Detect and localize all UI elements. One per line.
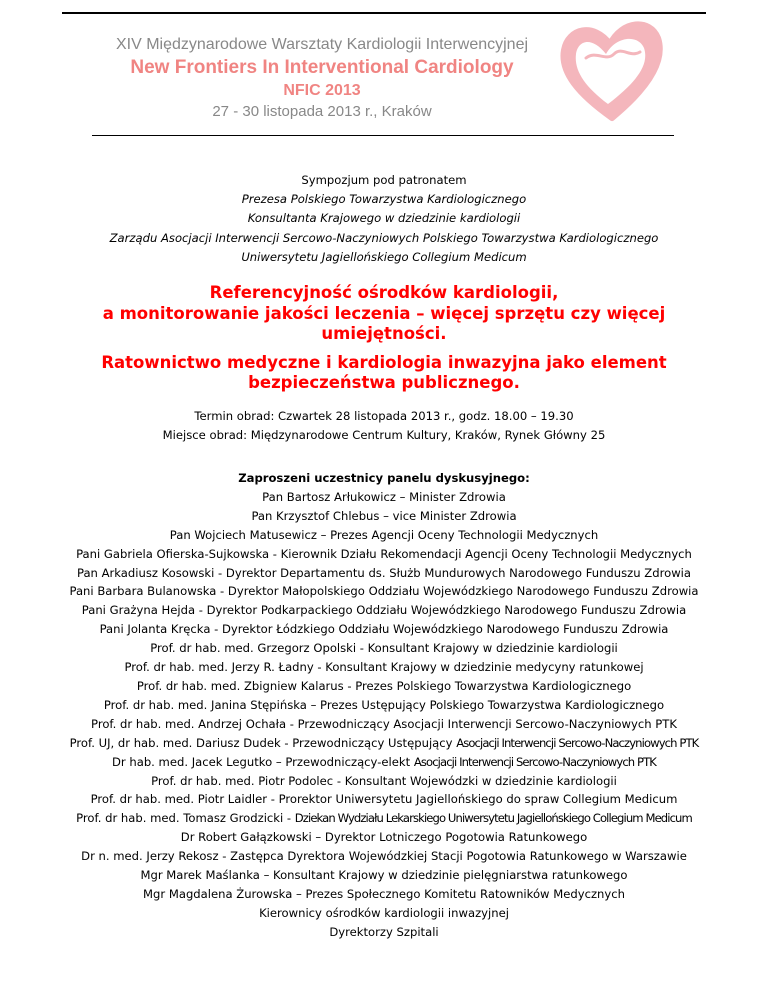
participant-text: Pan Krzysztof Chlebus – vice Minister Zdrowia	[251, 508, 517, 523]
participant-item	[20, 904, 748, 923]
participant-item	[20, 866, 748, 885]
participant-item	[20, 545, 748, 564]
participant-text: Dr hab. med. Jacek Legutko – Przewodniczący-elekt	[111, 754, 414, 769]
conference-name: XIV Międzynarodowe Warsztaty Kardiologii Interwencyjnej	[115, 36, 529, 53]
conference-acronym: NFIC 2013	[283, 82, 361, 99]
patronage-intro: Sympozjum pod patronatem	[301, 173, 467, 187]
patronage-item: Prezesa Polskiego Towarzystwa Kardiologicznego	[241, 192, 527, 207]
participant-affiliation: Dziekan Wydziału Lekarskiego Uniwersytetu Jagiellońskiego Collegium Medicum	[294, 811, 692, 826]
patronage-item: Uniwersytetu Jagiellońskiego Collegium Medicum	[241, 249, 527, 264]
participant-text: Pani Grażyna Hejda - Dyrektor Podkarpackiego Oddziału Wojewódzkiego Narodowego Funduszu Zdrowia	[81, 603, 687, 618]
participant-text: Mgr Magdalena Żurowska – Prezes Społecznego Komitetu Ratowników Medycznych	[143, 886, 625, 901]
participant-list	[20, 488, 748, 942]
participant-item	[20, 772, 748, 791]
patronage-section	[20, 171, 748, 267]
participant-item	[20, 488, 748, 507]
participant-text: Pani Gabriela Ofierska-Sujkowska - Kierownik Działu Rekomendacji Agencji Oceny Technologii Medycznych	[76, 546, 692, 561]
participant-text: Pan Arkadiusz Kosowski - Dyrektor Departamentu ds. Służb Mundurowych Narodowego Funduszu Zdrowia	[76, 565, 692, 580]
subtitle-line: bezpieczeństwa publicznego.	[248, 373, 520, 392]
participant-item	[20, 696, 748, 715]
participant-text: Mgr Marek Maślanka – Konsultant Krajowy w dziedzinie pielęgniarstwa ratunkowego	[140, 868, 628, 883]
participant-text: Prof. dr hab. med. Andrzej Ochała - Przewodniczący Asocjacji Interwencji Sercowo-Naczyniowych PTK	[91, 716, 677, 731]
heart-logo-icon	[556, 14, 668, 124]
subtitle-line: Ratownictwo medyczne i kardiologia inwazyjna jako element	[101, 352, 667, 372]
participant-item	[20, 658, 748, 677]
participant-text: Pan Bartosz Arłukowicz – Minister Zdrowia	[262, 489, 506, 504]
participant-item	[20, 677, 748, 696]
participant-text: Pan Wojciech Matusewicz – Prezes Agencji Oceny Technologii Medycznych	[169, 527, 599, 542]
participant-text: Dyrektorzy Szpitali	[329, 924, 439, 939]
conference-title: New Frontiers In Interventional Cardiology	[130, 57, 514, 78]
participant-text: Prof. UJ, dr hab. med. Dariusz Dudek - Przewodniczący Ustępujący	[69, 735, 457, 750]
participant-text: Pani Jolanta Kręcka - Dyrektor Łódzkiego Oddziału Wojewódzkiego Narodowego Funduszu Zdrowia	[99, 622, 669, 637]
header-rule	[92, 135, 674, 136]
participant-item	[20, 620, 748, 639]
participant-text: Prof. dr hab. med. Piotr Laidler - Prorektor Uniwersytetu Jagiellońskiego do spraw Collegium Medicum	[90, 792, 678, 807]
participant-item	[20, 790, 748, 809]
participant-item	[20, 507, 748, 526]
meeting-place: Miejsce obrad: Międzynarodowe Centrum Kultury, Kraków, Rynek Główny 25	[162, 428, 606, 443]
participant-text: Dr n. med. Jerzy Rekosz - Zastępca Dyrektora Wojewódzkiej Stacji Pogotowia Ratunkowego w Warszawie	[81, 849, 687, 864]
participant-text: Prof. dr hab. med. Jerzy R. Ładny - Konsultant Krajowy w dziedzinie medycyny ratunkowej	[124, 660, 644, 675]
participant-item	[20, 828, 748, 847]
participant-text: Pani Barbara Bulanowska - Dyrektor Małopolskiego Oddziału Wojewódzkiego Narodowego Funduszu Zdrowia	[69, 584, 699, 599]
symposium-title	[20, 283, 748, 394]
conference-header	[62, 34, 582, 122]
participant-item	[20, 639, 748, 658]
title-line: Referencyjność ośrodków kardiologii,	[209, 283, 559, 302]
participant-item	[20, 753, 748, 772]
patronage-item: Konsultanta Krajowego w dziedzinie kardiologii	[247, 211, 521, 226]
meeting-info	[20, 407, 748, 446]
participant-affiliation: Asocjacji Interwencji Sercowo-Naczyniowych PTK	[456, 735, 699, 750]
conference-date-place: 27 - 30 listopada 2013 r., Kraków	[212, 103, 432, 120]
meeting-date: Termin obrad: Czwartek 28 listopada 2013 r., godz. 18.00 – 19.30	[194, 409, 574, 423]
participant-item	[20, 715, 748, 734]
participant-item	[20, 885, 748, 904]
title-line: a monitorowanie jakości leczenia – więcej sprzętu czy więcej	[102, 303, 666, 323]
participant-item	[20, 526, 748, 545]
participant-text: Prof. dr hab. med. Janina Stępińska – Prezes Ustępujący Polskiego Towarzystwa Kardiologicznego	[103, 697, 665, 712]
participant-affiliation: Asocjacji Interwencji Sercowo-Naczyniowych PTK	[413, 754, 657, 769]
participant-text: Prof. dr hab. med. Zbigniew Kalarus - Prezes Polskiego Towarzystwa Kardiologicznego	[136, 678, 632, 693]
participant-item	[20, 923, 748, 942]
title-line: umiejętności.	[321, 324, 447, 343]
participant-item	[20, 809, 748, 828]
participant-text: Dr Robert Gałązkowski – Dyrektor Lotniczego Pogotowia Ratunkowego	[180, 830, 588, 845]
patronage-item: Zarządu Asocjacji Interwencji Sercowo-Naczyniowych Polskiego Towarzystwa Kardiologicznego	[109, 230, 659, 245]
participant-text: Prof. dr hab. med. Grzegorz Opolski - Konsultant Krajowy w dziedzinie kardiologii	[150, 641, 618, 656]
participant-item	[20, 734, 748, 753]
participant-item	[20, 847, 748, 866]
participant-item	[20, 564, 748, 583]
participant-text: Prof. dr hab. med. Tomasz Grodzicki -	[76, 811, 295, 826]
participant-item	[20, 582, 748, 601]
panel-section	[20, 469, 748, 942]
panel-heading: Zaproszeni uczestnicy panelu dyskusyjnego:	[238, 471, 530, 485]
participant-text: Kierownicy ośrodków kardiologii inwazyjnej	[259, 905, 509, 920]
participant-text: Prof. dr hab. med. Piotr Podolec - Konsultant Wojewódzki w dziedzinie kardiologii	[151, 773, 617, 788]
participant-item	[20, 601, 748, 620]
